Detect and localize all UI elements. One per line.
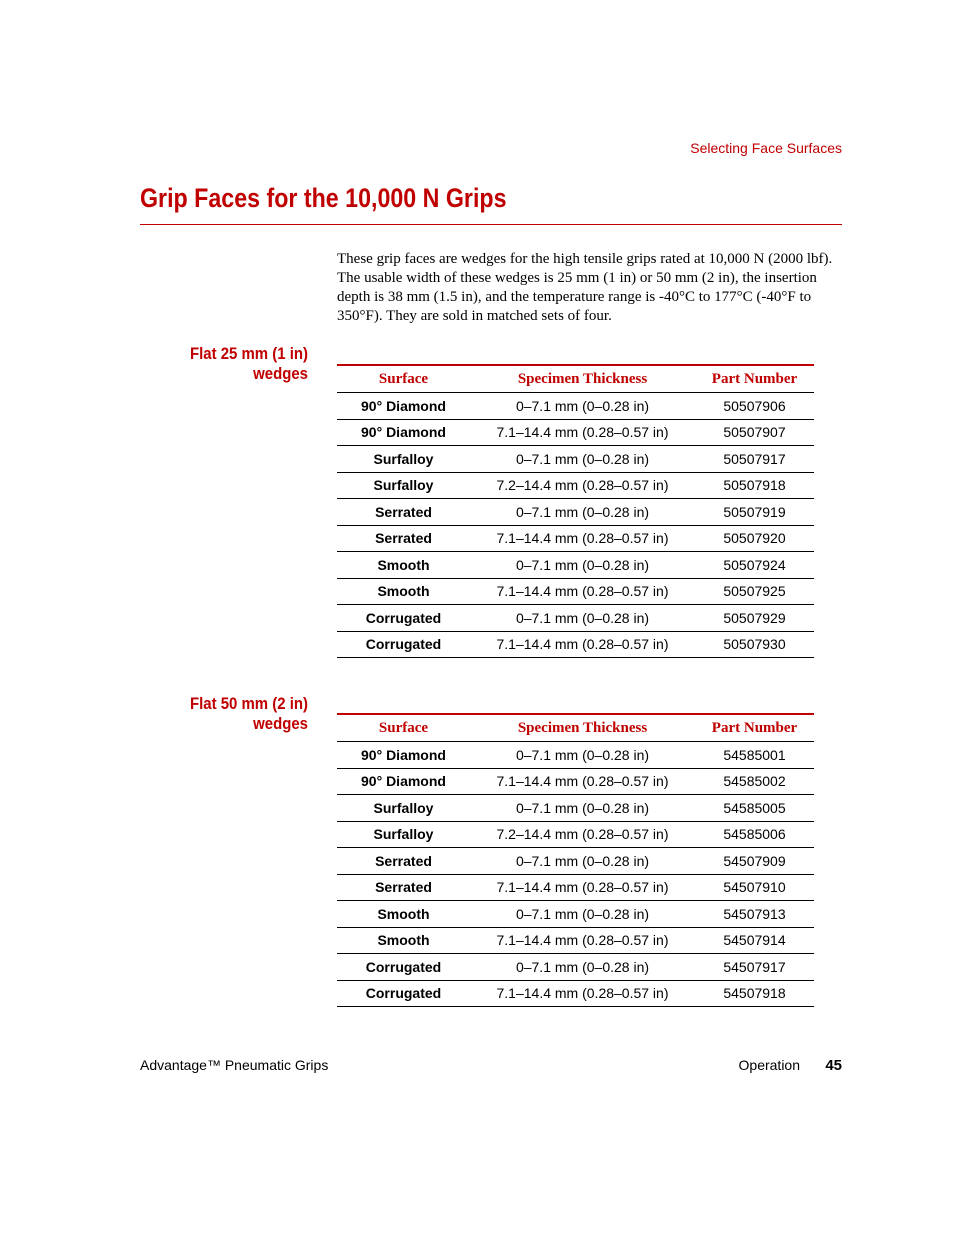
- table-row: [337, 901, 814, 928]
- cell-specimen-thickness: 7.1–14.4 mm (0.28–0.57 in): [470, 980, 695, 1007]
- cell-specimen-thickness: 7.1–14.4 mm (0.28–0.57 in): [470, 768, 695, 795]
- cell-surface: Smooth: [337, 927, 470, 954]
- cell-specimen-thickness: 7.1–14.4 mm (0.28–0.57 in): [470, 874, 695, 901]
- section-heading-line: wedges: [253, 364, 308, 383]
- cell-specimen-thickness: 0–7.1 mm (0–0.28 in): [470, 742, 695, 769]
- cell-specimen-thickness: 7.1–14.4 mm (0.28–0.57 in): [470, 578, 695, 605]
- table-row: [337, 499, 814, 526]
- table-row: [337, 954, 814, 981]
- page-title: Grip Faces for the 10,000 N Grips: [140, 183, 507, 213]
- cell-part-number: 54585005: [695, 795, 814, 822]
- table-row: [337, 768, 814, 795]
- cell-specimen-thickness: 0–7.1 mm (0–0.28 in): [470, 795, 695, 822]
- cell-part-number: 54507913: [695, 901, 814, 928]
- table-row: [337, 874, 814, 901]
- cell-part-number: 54507918: [695, 980, 814, 1007]
- column-header-surface: Surface: [337, 714, 470, 742]
- section-heading-line: Flat 50 mm (2 in): [189, 694, 308, 713]
- cell-part-number: 54507910: [695, 874, 814, 901]
- cell-specimen-thickness: 7.1–14.4 mm (0.28–0.57 in): [470, 927, 695, 954]
- table-row: [337, 393, 814, 420]
- cell-specimen-thickness: 0–7.1 mm (0–0.28 in): [470, 954, 695, 981]
- cell-part-number: 54585001: [695, 742, 814, 769]
- cell-surface: Surfalloy: [337, 795, 470, 822]
- cell-surface: Serrated: [337, 499, 470, 526]
- cell-specimen-thickness: 0–7.1 mm (0–0.28 in): [470, 552, 695, 579]
- cell-surface: 90° Diamond: [337, 768, 470, 795]
- cell-part-number: 50507930: [695, 631, 814, 658]
- table-row: [337, 552, 814, 579]
- table-header-row: [337, 365, 814, 393]
- cell-part-number: 50507919: [695, 499, 814, 526]
- cell-surface: Smooth: [337, 901, 470, 928]
- column-header-thickness: Specimen Thickness: [470, 365, 695, 393]
- cell-part-number: 54507909: [695, 848, 814, 875]
- cell-part-number: 50507907: [695, 419, 814, 446]
- cell-surface: Serrated: [337, 525, 470, 552]
- cell-surface: Corrugated: [337, 954, 470, 981]
- grip-table-50mm: [337, 713, 814, 1007]
- cell-specimen-thickness: 7.2–14.4 mm (0.28–0.57 in): [470, 821, 695, 848]
- table-row: [337, 472, 814, 499]
- cell-surface: 90° Diamond: [337, 393, 470, 420]
- table-row: [337, 980, 814, 1007]
- cell-specimen-thickness: 0–7.1 mm (0–0.28 in): [470, 393, 695, 420]
- table-row: [337, 578, 814, 605]
- column-header-thickness: Specimen Thickness: [470, 714, 695, 742]
- cell-surface: Serrated: [337, 874, 470, 901]
- footer-section-name: Operation: [738, 1057, 800, 1073]
- table-row: [337, 795, 814, 822]
- cell-part-number: 54507914: [695, 927, 814, 954]
- cell-surface: 90° Diamond: [337, 419, 470, 446]
- cell-specimen-thickness: 0–7.1 mm (0–0.28 in): [470, 901, 695, 928]
- footer-book-title: Advantage™ Pneumatic Grips: [140, 1057, 329, 1073]
- title-rule: [140, 224, 842, 225]
- cell-surface: Corrugated: [337, 980, 470, 1007]
- cell-surface: Surfalloy: [337, 821, 470, 848]
- cell-specimen-thickness: 7.1–14.4 mm (0.28–0.57 in): [470, 631, 695, 658]
- table-row: [337, 446, 814, 473]
- cell-specimen-thickness: 7.2–14.4 mm (0.28–0.57 in): [470, 472, 695, 499]
- table-row: [337, 848, 814, 875]
- cell-specimen-thickness: 7.1–14.4 mm (0.28–0.57 in): [470, 525, 695, 552]
- column-header-surface: Surface: [337, 365, 470, 393]
- cell-surface: Corrugated: [337, 631, 470, 658]
- cell-part-number: 54585006: [695, 821, 814, 848]
- cell-specimen-thickness: 0–7.1 mm (0–0.28 in): [470, 848, 695, 875]
- cell-specimen-thickness: 0–7.1 mm (0–0.28 in): [470, 605, 695, 632]
- cell-surface: Corrugated: [337, 605, 470, 632]
- table-row: [337, 605, 814, 632]
- cell-surface: 90° Diamond: [337, 742, 470, 769]
- cell-specimen-thickness: 0–7.1 mm (0–0.28 in): [470, 446, 695, 473]
- cell-specimen-thickness: 7.1–14.4 mm (0.28–0.57 in): [470, 419, 695, 446]
- intro-paragraph: These grip faces are wedges for the high tensile grips rated at 10,000 N (2000 lbf). The usable width of these wedges is 25 mm (1 in) or 50 mm (2 in), the insertion depth is 38 mm (1.5 in), and the temperature range is -40°C to 177°C (-40°F to 350°F). They are sold in matched sets of four.: [337, 251, 833, 324]
- grip-table-25mm: [337, 364, 814, 658]
- cell-part-number: 54585002: [695, 768, 814, 795]
- table-row: [337, 927, 814, 954]
- cell-part-number: 54507917: [695, 954, 814, 981]
- section-heading-25mm: [132, 344, 308, 384]
- cell-surface: Surfalloy: [337, 472, 470, 499]
- cell-part-number: 50507906: [695, 393, 814, 420]
- table-row: [337, 419, 814, 446]
- table-row: [337, 742, 814, 769]
- section-heading-line: wedges: [253, 714, 308, 733]
- cell-part-number: 50507929: [695, 605, 814, 632]
- cell-part-number: 50507920: [695, 525, 814, 552]
- cell-part-number: 50507925: [695, 578, 814, 605]
- running-head: Selecting Face Surfaces: [690, 140, 842, 156]
- table-row: [337, 631, 814, 658]
- cell-surface: Smooth: [337, 578, 470, 605]
- cell-surface: Serrated: [337, 848, 470, 875]
- column-header-part-number: Part Number: [695, 365, 814, 393]
- cell-part-number: 50507924: [695, 552, 814, 579]
- cell-surface: Surfalloy: [337, 446, 470, 473]
- cell-surface: Smooth: [337, 552, 470, 579]
- section-heading-50mm: [132, 694, 308, 734]
- cell-part-number: 50507917: [695, 446, 814, 473]
- table-row: [337, 821, 814, 848]
- table-header-row: [337, 714, 814, 742]
- table-row: [337, 525, 814, 552]
- page-number: 45: [825, 1057, 842, 1074]
- cell-part-number: 50507918: [695, 472, 814, 499]
- section-heading-line: Flat 25 mm (1 in): [189, 344, 308, 363]
- column-header-part-number: Part Number: [695, 714, 814, 742]
- cell-specimen-thickness: 0–7.1 mm (0–0.28 in): [470, 499, 695, 526]
